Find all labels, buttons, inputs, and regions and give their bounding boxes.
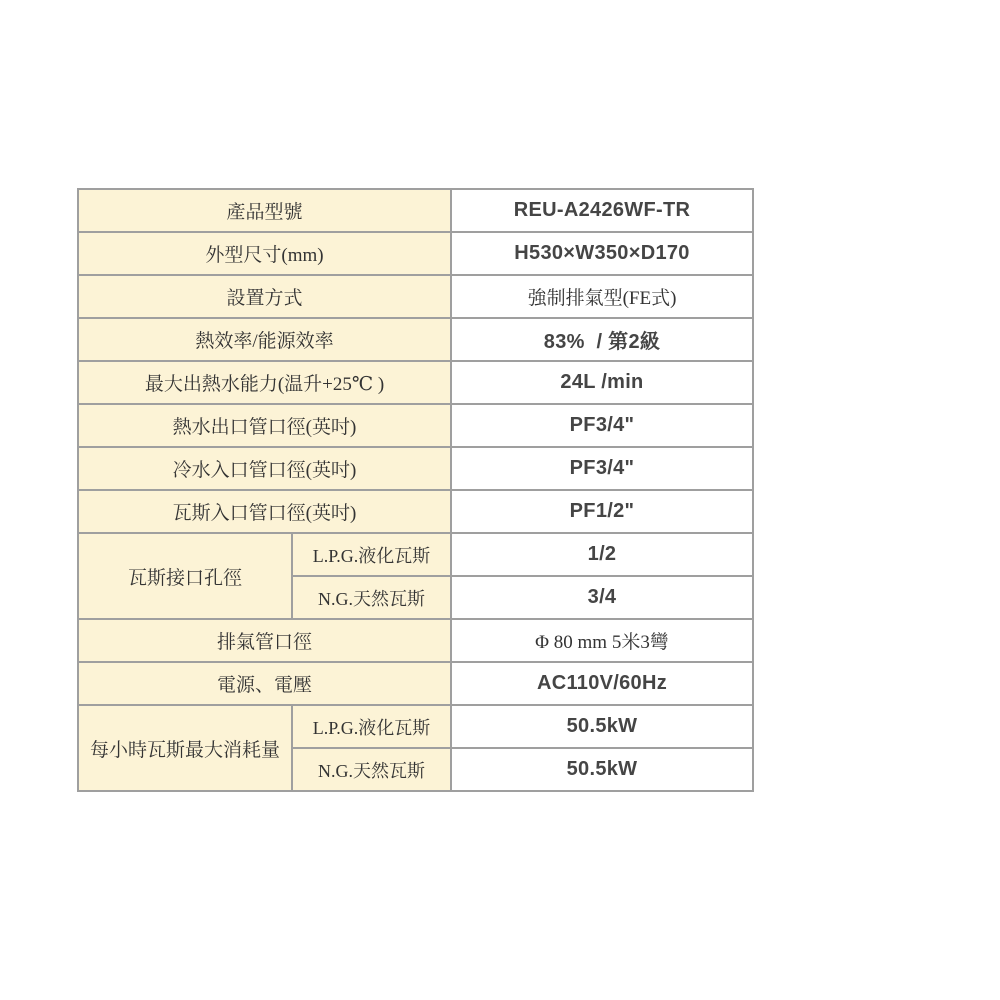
table-row bbox=[78, 662, 753, 705]
spec-label-power-voltage: 電源、電壓 bbox=[78, 662, 451, 705]
table-row bbox=[78, 318, 753, 361]
spec-label-max-output: 最大出熱水能力(温升+25℃ ) bbox=[78, 361, 451, 404]
spec-value-max-output: 24L /min bbox=[451, 361, 753, 404]
spec-table bbox=[77, 188, 754, 792]
spec-label-model: 產品型號 bbox=[78, 189, 451, 232]
spec-label-cold-water-inlet: 冷水入口管口徑(英吋) bbox=[78, 447, 451, 490]
spec-value-gas-inlet: PF1/2" bbox=[451, 490, 753, 533]
spec-value-exhaust-pipe: Φ 80 mm 5米3彎 bbox=[451, 619, 753, 662]
table-row bbox=[78, 705, 753, 748]
spec-label-gas-inlet: 瓦斯入口管口徑(英吋) bbox=[78, 490, 451, 533]
spec-value-installation-type: 強制排氣型(FE式) bbox=[451, 275, 753, 318]
spec-value-hot-water-outlet: PF3/4" bbox=[451, 404, 753, 447]
spec-value-power-voltage: AC110V/60Hz bbox=[451, 662, 753, 705]
table-row bbox=[78, 404, 753, 447]
spec-label-hot-water-outlet: 熱水出口管口徑(英吋) bbox=[78, 404, 451, 447]
spec-value-gas-connection-ng: 3/4 bbox=[451, 576, 753, 619]
spec-value-dimensions: H530×W350×D170 bbox=[451, 232, 753, 275]
spec-value-efficiency: 83% / 第2級 bbox=[451, 318, 753, 361]
table-row bbox=[78, 447, 753, 490]
table-row bbox=[78, 490, 753, 533]
spec-value-consumption-lpg: 50.5kW bbox=[451, 705, 753, 748]
table-row bbox=[78, 189, 753, 232]
spec-label-gas-connection-bore: 瓦斯接口孔徑 bbox=[78, 533, 292, 619]
table-row bbox=[78, 533, 753, 576]
spec-value-consumption-ng: 50.5kW bbox=[451, 748, 753, 791]
table-row bbox=[78, 232, 753, 275]
spec-label-max-gas-consumption: 每小時瓦斯最大消耗量 bbox=[78, 705, 292, 791]
spec-label-installation-type: 設置方式 bbox=[78, 275, 451, 318]
table-row bbox=[78, 361, 753, 404]
spec-sublabel-consumption-lpg: L.P.G.液化瓦斯 bbox=[292, 705, 451, 748]
spec-label-dimensions: 外型尺寸(mm) bbox=[78, 232, 451, 275]
spec-label-exhaust-pipe: 排氣管口徑 bbox=[78, 619, 451, 662]
spec-sublabel-consumption-ng: N.G.天然瓦斯 bbox=[292, 748, 451, 791]
table-row bbox=[78, 275, 753, 318]
spec-value-model: REU-A2426WF-TR bbox=[451, 189, 753, 232]
spec-value-cold-water-inlet: PF3/4" bbox=[451, 447, 753, 490]
spec-sublabel-lpg: L.P.G.液化瓦斯 bbox=[292, 533, 451, 576]
spec-sublabel-ng: N.G.天然瓦斯 bbox=[292, 576, 451, 619]
table-row bbox=[78, 619, 753, 662]
spec-value-gas-connection-lpg: 1/2 bbox=[451, 533, 753, 576]
spec-label-efficiency: 熱效率/能源效率 bbox=[78, 318, 451, 361]
